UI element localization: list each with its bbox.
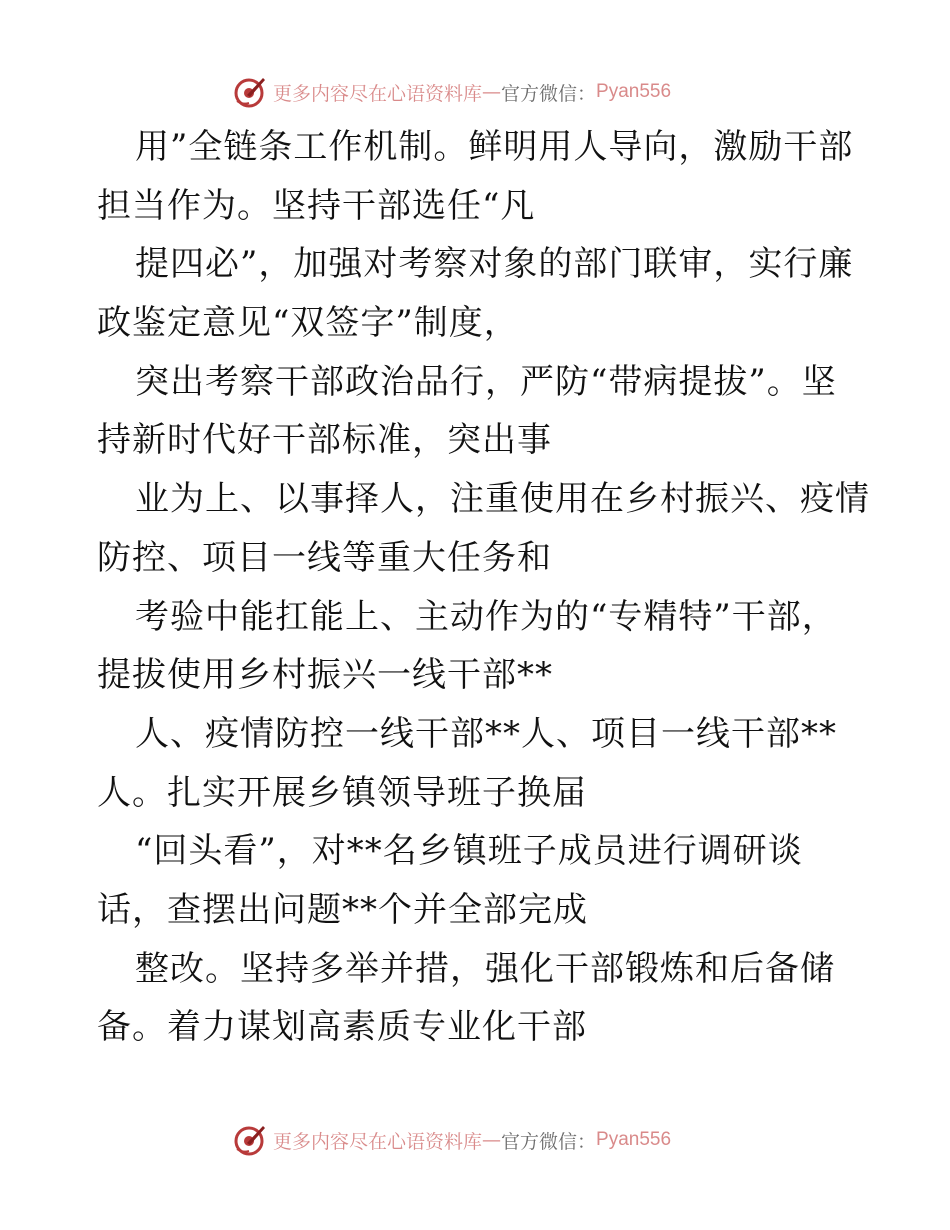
text-line: 人。扎实开展乡镇领导班子换届 [97, 772, 587, 813]
text-line: 防控、项目一线等重大任务和 [97, 537, 552, 578]
text-line: 用”全链条工作机制。鲜明用人导向，激励干部 [135, 127, 854, 167]
watermark-wechat-label: 官方微信： [501, 82, 597, 105]
text-line: 持新时代好干部标准，突出事 [97, 420, 552, 461]
text-line: 提四必”，加强对考察对象的部门联审，实行廉 [135, 244, 854, 285]
footer-watermark [233, 1120, 671, 1160]
header-watermark [233, 72, 671, 112]
text-line: 政鉴定意见“双签字”制度， [97, 303, 519, 344]
text-line: 话，查摆出问题**个并全部完成 [97, 889, 588, 930]
text-line: 备。着力谋划高素质专业化干部 [97, 1007, 587, 1048]
text-line: 人、疫情防控一线干部**人、项目一线干部** [135, 713, 837, 754]
watermark-separator: — [482, 81, 502, 103]
watermark-site-text: 更多内容尽在心语资料库 [273, 1130, 483, 1153]
document-body [97, 118, 870, 1057]
quill-seal-icon [233, 1123, 267, 1157]
text-line: 突出考察干部政治品行，严防“带病提拔”。坚 [135, 361, 837, 402]
watermark-wechat-id: Pyan556 [596, 1129, 672, 1150]
text-line: 担当作为。坚持干部选任“凡 [97, 185, 536, 226]
text-line: 整改。坚持多举并措，强化干部锻炼和后备储 [135, 948, 835, 989]
text-line: 提拔使用乡村振兴一线干部** [97, 655, 553, 696]
watermark-wechat-id: Pyan556 [596, 81, 672, 102]
watermark-wechat-label: 官方微信： [501, 1130, 597, 1153]
text-line: 考验中能扛能上、主动作为的“专精特”干部， [135, 596, 837, 637]
text-line: 业为上、以事择人，注重使用在乡村振兴、疫情 [135, 479, 870, 520]
quill-seal-icon [233, 75, 267, 109]
watermark-separator: — [482, 1129, 502, 1151]
text-line: “回头看”，对**名乡镇班子成员进行调研谈 [135, 831, 803, 872]
watermark-site-text: 更多内容尽在心语资料库 [273, 82, 483, 105]
